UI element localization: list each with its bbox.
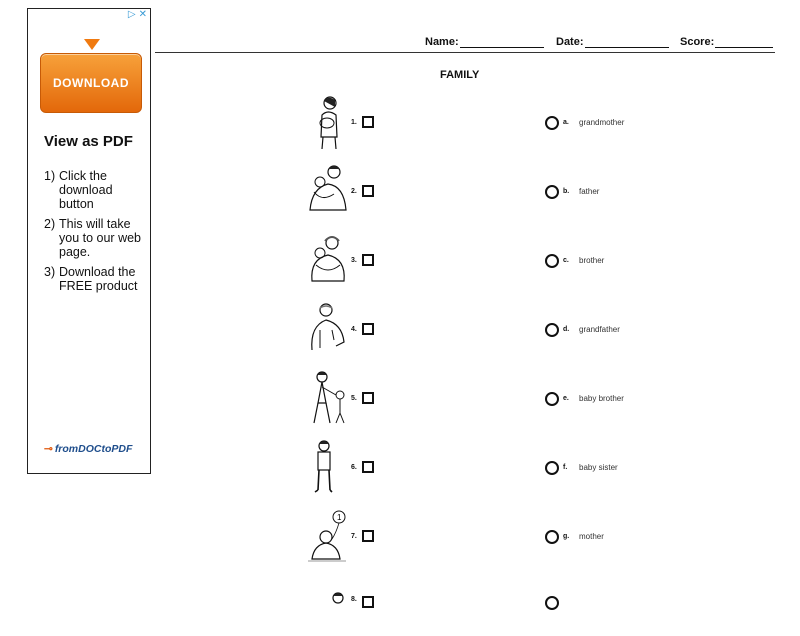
option-text: grandfather: [579, 325, 620, 334]
option-letter: b.: [563, 188, 570, 195]
question-row: [0, 93, 800, 153]
question-number: 1.: [351, 119, 357, 126]
question-number: 3.: [351, 257, 357, 264]
option-radio[interactable]: [545, 596, 559, 610]
question-number: 7.: [351, 533, 357, 540]
answer-checkbox[interactable]: [362, 254, 374, 266]
answer-checkbox[interactable]: [362, 392, 374, 404]
arrow-down-icon: [84, 39, 100, 50]
download-button[interactable]: DOWNLOAD: [40, 53, 142, 113]
answer-checkbox[interactable]: [362, 596, 374, 608]
mother-with-baby-icon: [306, 93, 350, 151]
option-letter: d.: [563, 326, 570, 333]
question-row: [0, 231, 800, 291]
answer-checkbox[interactable]: [362, 323, 374, 335]
svg-text:1: 1: [337, 513, 342, 522]
question-number: 4.: [351, 326, 357, 333]
question-row: [0, 507, 800, 567]
question-row: [0, 369, 800, 429]
ad-step: 3) Download the FREE product: [44, 265, 138, 293]
question-number: 2.: [351, 188, 357, 195]
option-radio[interactable]: [545, 392, 559, 406]
option-letter: g.: [563, 533, 570, 540]
option-text: grandmother: [579, 118, 625, 127]
name-field[interactable]: [425, 36, 544, 48]
answer-checkbox[interactable]: [362, 530, 374, 542]
option-text: baby sister: [579, 463, 618, 472]
question-number: 8.: [351, 596, 357, 603]
date-field[interactable]: [556, 36, 669, 48]
ad-step: 2) This will take you to our web page.: [44, 217, 141, 259]
question-number: 5.: [351, 395, 357, 402]
ad-logo[interactable]: ⊸ fromDOCtoPDF: [44, 443, 133, 455]
option-radio[interactable]: [545, 461, 559, 475]
baby-with-balloon-icon: [306, 507, 350, 565]
ad-title: View as PDF: [44, 133, 133, 150]
name-label: Name:: [425, 36, 459, 48]
swirl-icon: ⊸: [44, 443, 53, 455]
answer-checkbox[interactable]: [362, 185, 374, 197]
option-letter: a.: [563, 119, 569, 126]
question-row: [0, 438, 800, 498]
option-letter: f.: [563, 464, 568, 471]
option-text: father: [579, 187, 600, 196]
option-text: baby brother: [579, 394, 624, 403]
option-text: mother: [579, 532, 604, 541]
boy-standing-icon: [306, 438, 350, 496]
adchoices-icon[interactable]: ▷: [127, 9, 136, 20]
option-radio[interactable]: [545, 116, 559, 130]
father-holding-child-icon: [306, 162, 350, 220]
score-field[interactable]: [680, 36, 773, 48]
child-icon: [306, 576, 350, 634]
grandfather-icon: [306, 300, 350, 358]
option-letter: e.: [563, 395, 569, 402]
option-letter: c.: [563, 257, 569, 264]
score-blank[interactable]: [715, 37, 773, 48]
worksheet-title: FAMILY: [440, 69, 480, 81]
ad-choices[interactable]: [128, 10, 147, 20]
option-radio[interactable]: [545, 530, 559, 544]
date-label: Date:: [556, 36, 584, 48]
ad-step: 1) Click the download button: [44, 169, 113, 211]
name-blank[interactable]: [460, 37, 544, 48]
answer-checkbox[interactable]: [362, 461, 374, 473]
answer-checkbox[interactable]: [362, 116, 374, 128]
question-row: [0, 576, 800, 636]
header-divider: [155, 52, 775, 53]
question-row: [0, 300, 800, 360]
option-text: brother: [579, 256, 605, 265]
adult-with-toddler-icon: [306, 369, 350, 427]
question-row: [0, 162, 800, 222]
score-label: Score:: [680, 36, 715, 48]
question-number: 6.: [351, 464, 357, 471]
grandmother-hugging-child-icon: [306, 231, 350, 289]
option-radio[interactable]: [545, 323, 559, 337]
date-blank[interactable]: [585, 37, 669, 48]
option-radio[interactable]: [545, 254, 559, 268]
close-icon[interactable]: ✕: [138, 9, 147, 20]
option-radio[interactable]: [545, 185, 559, 199]
